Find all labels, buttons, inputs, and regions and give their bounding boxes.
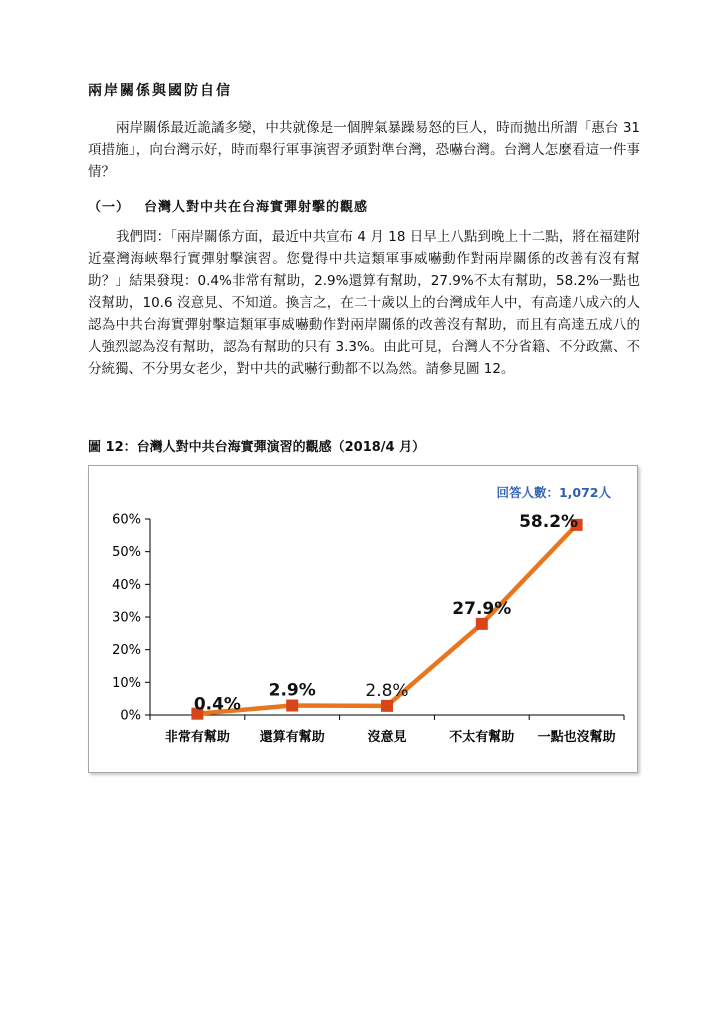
y-tick-label: 10% — [112, 675, 141, 691]
data-point-marker — [476, 618, 488, 630]
data-point-marker — [381, 700, 393, 712]
section-number: （一） — [88, 200, 131, 215]
figure-caption: 圖 12：台灣人對中共台海實彈演習的觀感（2018/4 月） — [88, 440, 426, 455]
page-heading: 兩岸關係與國防自信 — [88, 83, 232, 99]
x-tick-label: 還算有幫助 — [259, 730, 325, 745]
y-tick-label: 50% — [112, 545, 141, 561]
data-label: 58.2% — [519, 511, 579, 532]
data-label: 2.9% — [268, 680, 316, 701]
intro-paragraph: 兩岸關係最近詭譎多變，中共就像是一個脾氣暴躁易怒的巨人，時而拋出所謂「惠台 31 項措施」，向台灣示好，時而舉行軍事演習矛頭對準台灣，恐嚇台灣。台灣人怎麼看這一件事情？ — [88, 120, 640, 180]
x-tick-label: 沒意見 — [367, 730, 407, 745]
x-tick-label: 一點也沒幫助 — [537, 730, 616, 745]
data-label: 2.8% — [365, 680, 409, 701]
data-point-marker — [286, 700, 298, 712]
y-tick-label: 40% — [112, 577, 141, 593]
y-tick-label: 60% — [112, 512, 141, 528]
respondent-count-note: 回答人數：1,072人 — [496, 485, 611, 500]
data-label: 27.9% — [452, 598, 512, 619]
x-tick-label: 不太有幫助 — [449, 730, 515, 745]
line-chart — [89, 466, 637, 772]
y-tick-label: 30% — [112, 610, 141, 626]
body-paragraph: 我們問：「兩岸關係方面，最近中共宣布 4 月 18 日早上八點到晚上十二點，將在福建附近臺灣海峽舉行實彈射擊演習。您覺得中共這類軍事威嚇動作對兩岸關係的改善有沒有幫助？」結果發現：0.4%非常有幫助，2.9%還算有幫助，27.9%不太有幫助，58.2%一點也沒幫助，10.6 沒意見、不知道。換言之，在二十歲以上的台灣成年人中，有高達八成六的人認為中共台海實彈射擊這類軍事威嚇動作對兩岸關係的改善沒有幫助，而且有高達五成八的人強烈認為沒有幫助，認為有幫助的只有 3.3%。由此可見，台灣人不分省籍、不分政黨、不分統獨、不分男女老少，對中共的武嚇行動都不以為然。請參見圖 12。 — [88, 229, 640, 377]
y-tick-label: 20% — [112, 643, 141, 659]
x-tick-label: 非常有幫助 — [164, 730, 230, 745]
y-tick-label: 0% — [120, 708, 141, 724]
section-heading — [88, 196, 368, 215]
data-label: 0.4% — [193, 694, 241, 715]
section-title: 台灣人對中共在台海實彈射擊的觀感 — [144, 200, 369, 215]
chart-frame — [88, 465, 638, 773]
